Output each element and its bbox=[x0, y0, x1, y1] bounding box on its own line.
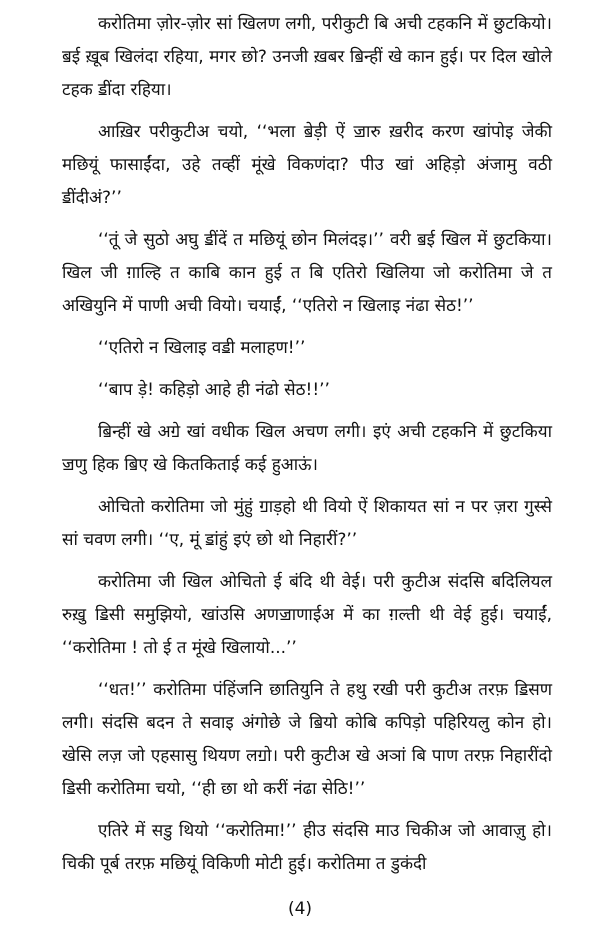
paragraph: ‘‘बाप ड़े! कहिड़ो आहे ही नंढो सेठ!!’’ bbox=[98, 380, 330, 400]
paragraph: करोतिमा जी खिल ओचितो ई बंदि थी वेई। परी कुटीअ संदसि बदिलियल रुख़ु ॾिसी समुझियो, खांउसि अणॼाणाईअ में का ग़ल्ती थी वेई हुई। चयाईं, ‘‘करोतिमा ! तो ई त मूंखे खिलायो...’’ bbox=[62, 572, 552, 658]
page-body bbox=[62, 8, 552, 890]
paragraph: ओचितो करोतिमा जो मुंहुं ॻाड़हो थी वियो ऐं शिकायत सां न पर ज़रा गुस्से सां चवण लगी। ‘‘ए, मूं ॾांहुं इएं छो थो निहारीं?’’ bbox=[62, 497, 552, 550]
paragraph: ‘‘एतिरो न खिलाइ वॾी मलाहण!’’ bbox=[98, 338, 306, 358]
paragraph: ‘‘तूं जे सुठो अघु ॾींदें त मछियूं छोन मिलंदइ।’’ वरी ॿई खिल में छुटकिया। खिल जी ग़ाल्हि त काबि कान हुई त बि एतिरो खिलिया जो करोतिमा जे त अखियुनि में पाणी अची वियो। चयाईं, ‘‘एतिरो न खिलाइ नंढा सेठ!’’ bbox=[62, 230, 552, 316]
paragraph: ॿिन्हीं खे अॻे खां वधीक खिल अचण लगी। इएं अची टहकनि में छुटकिया ॼणु हिक ॿिए खे कितकिताई कई हुआऊं। bbox=[62, 422, 552, 475]
paragraph: एतिरे में सडु थियो ‘‘करोतिमा!’’ हीउ संदसि माउ चिकीअ जो आवाज़ु हो। चिकी पूर्ब तरफ़ मछियूं विकिणी मोटी हुई। करोतिमा त डुकंदी bbox=[62, 821, 552, 874]
paragraph: आख़िर परीकुटीअ चयो, ‘‘भला ॿेड़ी ऐं ॼारु ख़रीद करण खांपोइ जेकी मछियूं फासाईंदा, उहे तव्हीं मूंखे विकणंदा? पीउ खां अहिड़ो अंजामु वठी ॾींदीअं?’’ bbox=[62, 122, 552, 208]
paragraph: करोतिमा ज़ोर-ज़ोर सां खिलण लगी, परीकुटी बि अची टहकनि में छुटकियो। ॿई ख़ूब खिलंदा रहिया, मगर छो? उनजी ख़बर ॿिन्हीं खे कान हुई। पर दिल खोले टहक ॾींदा रहिया। bbox=[62, 14, 552, 100]
page-number: (4) bbox=[287, 899, 313, 919]
paragraph: ‘‘धत!’’ करोतिमा पंहिंजनि छातियुनि ते हथु रखी परी कुटीअ तरफ़ ॾिसण लगी। संदसि बदन ते सवाइ अंगोछे जे ॿियो कोबि कपिड़ो पहिरियलु कोन हो। खेसि लज़ जो एहसासु थियण लॻो। परी कुटीअ खे अञां बि पाण तरफ़ निहारींदो ॾिसी करोतिमा चयो, ‘‘ही छा थो करीं नंढा सेठि!’’ bbox=[62, 680, 552, 799]
